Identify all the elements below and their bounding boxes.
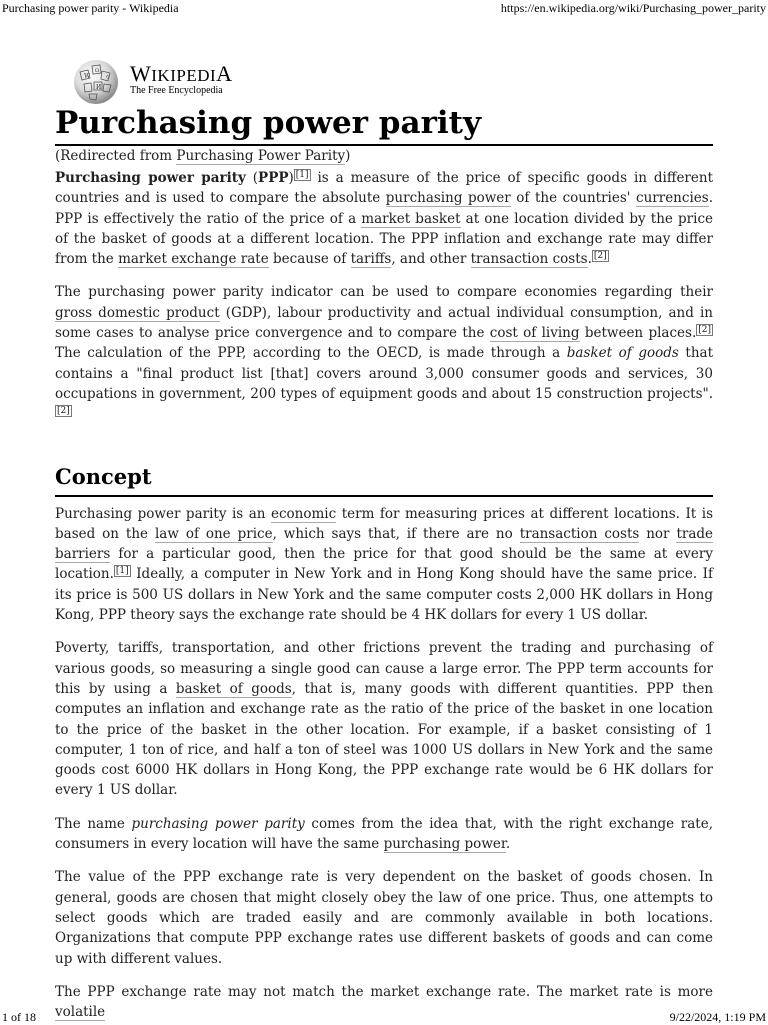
link-purchasing-power[interactable]: purchasing power xyxy=(385,190,511,207)
print-footer xyxy=(0,1006,768,1024)
print-header xyxy=(0,0,768,18)
link-economic[interactable]: economic xyxy=(271,505,337,522)
link-market-basket[interactable]: market basket xyxy=(361,210,461,227)
page-count: 1 of 18 xyxy=(2,1010,36,1024)
citation-link[interactable]: [1] xyxy=(295,169,309,180)
link-transaction-costs[interactable]: transaction costs xyxy=(519,525,640,542)
link-transaction-costs[interactable]: transaction costs xyxy=(470,251,588,268)
page-title-header: Purchasing power parity - Wikipedia xyxy=(2,1,179,15)
svg-text:Ω: Ω xyxy=(95,68,100,74)
citation-link[interactable]: [2] xyxy=(698,324,711,335)
concept-paragraph-1: Purchasing power parity is an economic term for measuring prices at different locations. It is based on the law of one price, which says that, if there are no transaction costs nor trade barriers for a particular good, then the price for that good should be the same at every location. [1] Ideally, a computer in New York and in Hong Kong should have the same price. If its price is 500 US dollars in New York and the same computer costs 2,000 HK dollars in Hong Kong, PPP theory says the exchange rate should be 4 HK dollars for every 1 US dollar. xyxy=(55,505,714,624)
link-purchasing-power[interactable]: purchasing power xyxy=(383,836,506,853)
svg-text:ウ: ウ xyxy=(105,75,111,81)
wikipedia-tagline: The Free Encyclopedia xyxy=(130,85,223,96)
link-cost-of-living[interactable]: cost of living xyxy=(489,325,580,342)
concept-section xyxy=(55,504,713,1023)
redirect-link[interactable]: Purchasing Power Parity xyxy=(176,148,346,164)
intro-paragraph-2: The purchasing power parity indicator can be used to compare economies regarding their gross domestic product (GDP), labour productivity and actual individual consumption, and in some cases to analyse price convergence and to compare the cost of living between places. [2] The calculation of the PPP, according to the OECD, is made through a basket of goods that contains a "final product list [that] covers around 3,000 consumer goods and services, 30 occupations in government, 200 types of equipment goods and about 15 construction projects".[2] xyxy=(55,284,713,416)
page-url: https://en.wikipedia.org/wiki/Purchasing_power_parity xyxy=(500,1,766,15)
concept-paragraph-2: Poverty, tariffs, transportation, and other frictions prevent the trading and purchasing of various goods, so measuring a single good can cause a large error. The PPP term accounts for this by using a basket of goods, that is, many goods with different quantities. PPP then computes an inflation and exchange rate as the ratio of the price of the basket in one location to the price of the basket in the other location. For example, if a basket consisting of 1 computer, 1 ton of rice, and half a ton of steel was 1000 US dollars in New York and the same goods cost 6000 HK dollars in Hong Kong, the PPP exchange rate would be 6 HK dollars for every 1 US dollar. xyxy=(55,640,714,799)
section-heading-concept: Concept xyxy=(55,462,713,497)
concept-paragraph-3: The name purchasing power parity comes from the idea that, with the right exchange rate, consumers in every location will have the same purchasing power. xyxy=(55,815,714,853)
link-law-of-one-price[interactable]: law of one price xyxy=(154,525,273,542)
link-volatile[interactable]: volatile xyxy=(55,1004,106,1021)
wikipedia-wordmark: WIKIPEDIA xyxy=(130,61,233,86)
citation-link[interactable]: [1] xyxy=(115,565,129,576)
citation-link[interactable]: [2] xyxy=(57,405,70,416)
citation-link[interactable]: [2] xyxy=(593,250,607,261)
link-gross-domestic-product[interactable]: gross domestic product xyxy=(55,304,220,321)
redirect-notice: (Redirected from Purchasing Power Parity) xyxy=(55,148,351,164)
link-trade-barriers[interactable]: trade barriers xyxy=(55,525,713,563)
wikipedia-logo[interactable] xyxy=(72,58,252,102)
article-content xyxy=(55,104,713,1022)
link-currencies[interactable]: currencies xyxy=(636,190,709,207)
link-tariffs[interactable]: tariffs xyxy=(350,251,392,268)
svg-text:W: W xyxy=(84,73,91,80)
intro-paragraph-1: Purchasing power parity (PPP) [1] is a measure of the price of specific goods in different countries and is used to compare the absolute purchasing power of the countries' currencies. PPP is effectively the ratio of the price of a market basket at one location divided by the price of the basket of goods at a different location. The PPP inflation and exchange rate may differ from the market exchange rate because of tariffs, and other transaction costs. [2] xyxy=(55,169,713,268)
concept-paragraph-5: The PPP exchange rate may not match the market exchange rate. The market rate is more volatile xyxy=(55,983,713,1021)
link-market-exchange-rate[interactable]: market exchange rate xyxy=(118,251,269,268)
wikipedia-globe-icon xyxy=(72,58,120,106)
link-basket-of-goods[interactable]: basket of goods xyxy=(175,680,292,697)
concept-paragraph-4: The value of the PPP exchange rate is very dependent on the basket of goods chosen. In general, goods are chosen that might closely obey the law of one price. Thus, one attempts to select goods which are traded easily and are commonly available in both locations. Organizations that compute PPP exchange rates use different baskets of goods and can come up with different values. xyxy=(55,869,713,967)
article-title: Purchasing power parity xyxy=(55,104,713,146)
print-timestamp: 9/22/2024, 1:19 PM xyxy=(669,1010,766,1024)
svg-text:И: И xyxy=(96,84,102,91)
